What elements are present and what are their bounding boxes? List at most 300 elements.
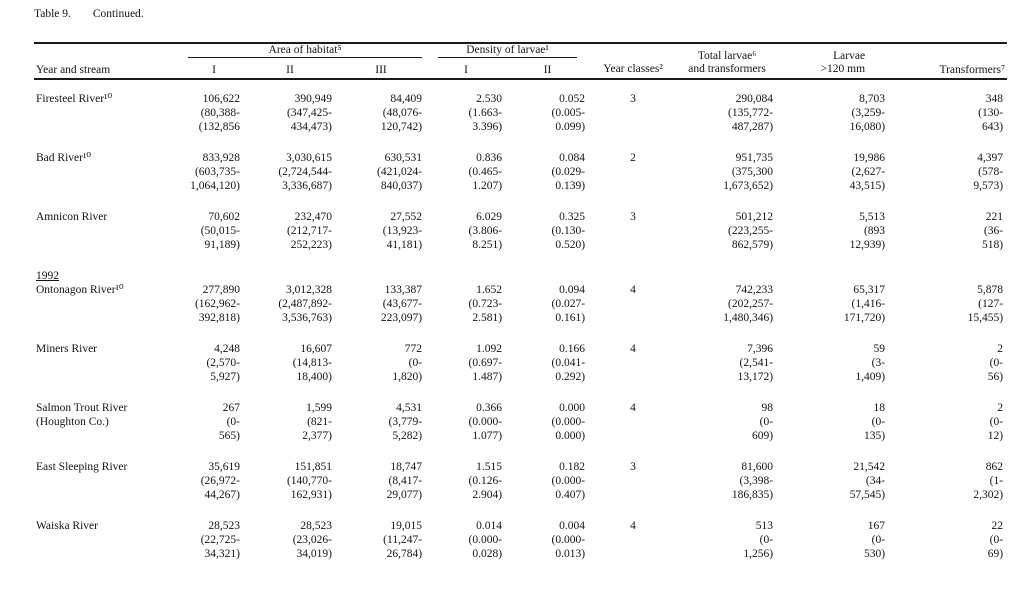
cell-line: (162,962- — [194, 298, 240, 310]
cell-stream-name — [34, 79, 184, 151]
col-group-area-of-habitat — [184, 43, 426, 58]
cell-line: 609) — [751, 430, 774, 442]
cell-line: 0.013) — [555, 548, 586, 560]
sub-header-density-ii: II — [506, 58, 589, 79]
cell-line: 2,302) — [973, 489, 1004, 501]
col-header-larvae-gt-120mm — [777, 43, 889, 79]
cell-line: 2 — [630, 152, 636, 164]
cell-line: (0.000- — [551, 416, 586, 428]
cell-area-i — [184, 342, 244, 401]
cell-line: 0.139) — [555, 180, 586, 192]
cell-line: (26,972- — [200, 475, 240, 487]
cell-line: 1,480,346) — [723, 312, 774, 324]
cell-line: (0- — [759, 416, 774, 428]
cell-line: 4,531 — [396, 402, 423, 414]
cell-line: 3 — [630, 461, 636, 473]
cell-line: (11,247- — [383, 534, 423, 546]
cell-line: (578- — [978, 166, 1004, 178]
cell-line: 643) — [981, 121, 1004, 133]
area-of-habitat-label: Area of habitat⁵ — [188, 44, 422, 58]
cell-line: 862 — [985, 461, 1004, 473]
cell-area-ii — [244, 401, 336, 460]
cell-area-iii — [336, 210, 426, 269]
cell-line: (135,772- — [728, 107, 774, 119]
cell-line: (0.000- — [551, 534, 586, 546]
sub-header-area-iii: III — [336, 58, 426, 79]
cell-line: 27,552 — [390, 211, 423, 223]
table-row — [34, 210, 1007, 269]
cell-line: Ontonagon River¹⁰ — [36, 284, 124, 296]
cell-line: 34,019) — [296, 548, 332, 560]
cell-line: 106,622 — [202, 93, 240, 105]
year-section-cell — [34, 269, 1007, 283]
cell-line: (347,425- — [286, 107, 332, 119]
cell-line: 1,673,652) — [723, 180, 774, 192]
cell-line: 1,599 — [306, 402, 332, 414]
cell-line: (3- — [871, 357, 886, 369]
cell-stream-name — [34, 283, 184, 342]
cell-transformers — [889, 79, 1007, 151]
cell-line: (0- — [871, 416, 886, 428]
cell-line: 18,747 — [390, 461, 423, 473]
sub-header-density-i: I — [426, 58, 506, 79]
cell-line: 252,223) — [290, 239, 332, 251]
cell-line: 0.366 — [476, 402, 503, 414]
cell-line: 630,531 — [384, 152, 423, 164]
cell-density-ii — [506, 519, 589, 578]
cell-area-ii — [244, 151, 336, 210]
cell-line: 348 — [985, 93, 1004, 105]
cell-line: (0- — [226, 416, 240, 428]
cell-density-ii — [506, 460, 589, 519]
cell-larvae-gt-120mm — [777, 519, 889, 578]
cell-year-classes — [589, 401, 677, 460]
cell-line: 2.904) — [472, 489, 503, 501]
cell-line: 120,742) — [380, 121, 423, 133]
cell-line: (0.697- — [468, 357, 503, 369]
cell-line: 167 — [867, 520, 886, 532]
cell-density-ii — [506, 283, 589, 342]
cell-area-i — [184, 401, 244, 460]
cell-line: (223,255- — [728, 225, 774, 237]
table-row — [34, 401, 1007, 460]
cell-line: 8,703 — [859, 93, 886, 105]
cell-density-i — [426, 519, 506, 578]
cell-line: 16,080) — [849, 121, 886, 133]
cell-line: 392,818) — [198, 312, 240, 324]
cell-year-classes — [589, 210, 677, 269]
cell-line: (893 — [863, 225, 886, 237]
cell-line: 487,287) — [731, 121, 774, 133]
cell-transformers — [889, 460, 1007, 519]
cell-line: (202,257- — [728, 298, 774, 310]
cell-line: (3,398- — [739, 475, 774, 487]
cell-transformers — [889, 401, 1007, 460]
cell-line: 0.836 — [476, 152, 503, 164]
cell-year-classes — [589, 151, 677, 210]
cell-line: (0- — [408, 357, 423, 369]
cell-line: (212,717- — [286, 225, 332, 237]
cell-line: 3,536,763) — [282, 312, 332, 324]
cell-line: Amnicon River — [36, 211, 108, 223]
cell-line: (48,076- — [382, 107, 423, 119]
cell-area-i — [184, 151, 244, 210]
col-header-year-and-stream: Year and stream — [34, 43, 184, 79]
cell-line: 1.652 — [476, 284, 503, 296]
table-caption — [34, 8, 1032, 20]
cell-line: 28,523 — [300, 520, 332, 532]
cell-line: 223,097) — [380, 312, 423, 324]
cell-line: (36- — [983, 225, 1004, 237]
cell-line: 4 — [630, 520, 636, 532]
cell-line: 0.000) — [555, 430, 586, 442]
cell-line: (375,300 — [731, 166, 774, 178]
cell-area-i — [184, 79, 244, 151]
cell-line: 4 — [630, 402, 636, 414]
cell-line: 162,931) — [290, 489, 332, 501]
cell-line: 186,835) — [731, 489, 774, 501]
cell-line: 3 — [630, 211, 636, 223]
cell-line: 0.094 — [559, 284, 586, 296]
cell-density-i — [426, 283, 506, 342]
cell-line: 513 — [755, 520, 774, 532]
cell-stream-name — [34, 401, 184, 460]
cell-line: 44,267) — [204, 489, 240, 501]
cell-line: 0.325 — [559, 211, 586, 223]
cell-line: 1,409) — [855, 371, 886, 383]
cell-line: 35,619 — [208, 461, 240, 473]
cell-line: 171,720) — [843, 312, 886, 324]
cell-line: (0- — [871, 534, 886, 546]
cell-line: 91,189) — [204, 239, 240, 251]
table-row — [34, 460, 1007, 519]
cell-line: 8.251) — [472, 239, 503, 251]
cell-stream-name — [34, 210, 184, 269]
cell-line: (0.027- — [551, 298, 586, 310]
cell-line: 135) — [863, 430, 886, 442]
cell-line: 19,015 — [390, 520, 423, 532]
cell-line: 0.166 — [559, 343, 586, 355]
cell-line: 16,607 — [300, 343, 332, 355]
cell-line: 0.161) — [555, 312, 586, 324]
table-row — [34, 151, 1007, 210]
cell-density-i — [426, 460, 506, 519]
cell-line: 18 — [873, 402, 886, 414]
cell-line: 9,573) — [973, 180, 1004, 192]
sub-header-area-ii: II — [244, 58, 336, 79]
total-larvae-line2: and transformers — [688, 63, 766, 75]
cell-line: (127- — [978, 298, 1004, 310]
data-table — [34, 42, 1007, 578]
cell-line: Waiska River — [36, 520, 98, 532]
cell-line: 434,473) — [290, 121, 332, 133]
cell-line: 70,602 — [208, 211, 240, 223]
cell-larvae-gt-120mm — [777, 283, 889, 342]
cell-line: 6.029 — [476, 211, 503, 223]
cell-density-ii — [506, 342, 589, 401]
table-caption-label: Table 9. — [34, 8, 71, 20]
cell-line: 565) — [218, 430, 240, 442]
cell-line: 1.207) — [472, 180, 503, 192]
cell-line: 84,409 — [390, 93, 423, 105]
cell-line: 742,233 — [735, 284, 774, 296]
cell-line: 59 — [873, 343, 886, 355]
col-header-transformers: Transformers⁷ — [889, 43, 1007, 79]
cell-line: 267 — [222, 402, 240, 414]
cell-line: (34- — [865, 475, 886, 487]
cell-transformers — [889, 342, 1007, 401]
cell-area-iii — [336, 519, 426, 578]
cell-density-i — [426, 151, 506, 210]
cell-line: 151,851 — [294, 461, 332, 473]
cell-transformers — [889, 210, 1007, 269]
cell-line: 3 — [630, 93, 636, 105]
cell-line: 2.581) — [472, 312, 503, 324]
cell-total-larvae — [677, 401, 777, 460]
cell-line: (140,770- — [286, 475, 332, 487]
cell-line: 390,949 — [294, 93, 332, 105]
cell-density-i — [426, 79, 506, 151]
cell-line: (14,813- — [292, 357, 332, 369]
cell-line: (0.126- — [468, 475, 503, 487]
cell-total-larvae — [677, 283, 777, 342]
year-section-label: 1992 — [36, 270, 59, 282]
cell-line: Miners River — [36, 343, 98, 355]
cell-total-larvae — [677, 79, 777, 151]
cell-line: (2,570- — [206, 357, 240, 369]
cell-line: 833,928 — [202, 152, 240, 164]
cell-line: 501,212 — [735, 211, 774, 223]
cell-density-ii — [506, 151, 589, 210]
cell-line: 5,513 — [859, 211, 886, 223]
cell-total-larvae — [677, 519, 777, 578]
cell-line: 1,820) — [392, 371, 423, 383]
cell-line: (2,627- — [851, 166, 886, 178]
cell-line: 13,172) — [737, 371, 774, 383]
col-header-year-classes: Year classes² — [589, 43, 677, 79]
cell-line: East Sleeping River — [36, 461, 128, 473]
cell-line: (43,677- — [382, 298, 423, 310]
cell-line: 232,470 — [294, 211, 332, 223]
cell-line: 0.084 — [559, 152, 586, 164]
cell-line: (1,416- — [851, 298, 886, 310]
cell-transformers — [889, 283, 1007, 342]
table-row — [34, 283, 1007, 342]
cell-density-ii — [506, 79, 589, 151]
cell-line: 15,455) — [967, 312, 1004, 324]
cell-area-iii — [336, 460, 426, 519]
cell-line: 518) — [981, 239, 1004, 251]
cell-larvae-gt-120mm — [777, 342, 889, 401]
cell-line: Bad River¹⁰ — [36, 152, 92, 164]
year-section-row — [34, 269, 1007, 283]
cell-line: 7,396 — [747, 343, 774, 355]
cell-stream-name — [34, 460, 184, 519]
cell-line: 0.182 — [559, 461, 586, 473]
cell-line: (0.005- — [551, 107, 586, 119]
cell-line: (0.130- — [551, 225, 586, 237]
cell-larvae-gt-120mm — [777, 210, 889, 269]
cell-line: 862,579) — [731, 239, 774, 251]
cell-line: (3,779- — [388, 416, 423, 428]
larvae-line2: >120 mm — [820, 63, 866, 75]
cell-stream-name — [34, 342, 184, 401]
cell-line: 4,397 — [977, 152, 1004, 164]
cell-line: (1.663- — [468, 107, 503, 119]
cell-line: (821- — [307, 416, 332, 428]
cell-line: 772 — [404, 343, 423, 355]
larvae-line1: Larvae — [833, 50, 866, 62]
cell-area-i — [184, 210, 244, 269]
cell-line: (0- — [759, 534, 774, 546]
cell-line: (0- — [989, 416, 1004, 428]
cell-line: 21,542 — [853, 461, 886, 473]
cell-density-i — [426, 401, 506, 460]
cell-line: 22 — [991, 520, 1004, 532]
cell-line: 0.407) — [555, 489, 586, 501]
cell-area-i — [184, 283, 244, 342]
table-header — [34, 43, 1007, 79]
cell-line: 69) — [987, 548, 1004, 560]
cell-line: (132,856 — [198, 121, 240, 133]
cell-year-classes — [589, 519, 677, 578]
cell-density-ii — [506, 401, 589, 460]
cell-density-i — [426, 342, 506, 401]
cell-larvae-gt-120mm — [777, 460, 889, 519]
cell-density-i — [426, 210, 506, 269]
cell-line: Salmon Trout River — [36, 402, 128, 414]
sub-header-area-i: I — [184, 58, 244, 79]
cell-year-classes — [589, 460, 677, 519]
cell-line: 840,037) — [380, 180, 423, 192]
cell-line: (50,015- — [200, 225, 240, 237]
cell-density-ii — [506, 210, 589, 269]
cell-area-iii — [336, 79, 426, 151]
cell-line: (3.806- — [468, 225, 503, 237]
cell-line: 5,282) — [392, 430, 423, 442]
cell-line: 56) — [987, 371, 1004, 383]
cell-line: (0.041- — [551, 357, 586, 369]
cell-line: 3,030,615 — [286, 152, 332, 164]
cell-larvae-gt-120mm — [777, 151, 889, 210]
table-caption-status: Continued. — [92, 8, 144, 20]
cell-line: (0.000- — [551, 475, 586, 487]
cell-line: 290,084 — [735, 93, 774, 105]
cell-total-larvae — [677, 151, 777, 210]
cell-larvae-gt-120mm — [777, 79, 889, 151]
cell-area-iii — [336, 283, 426, 342]
cell-area-ii — [244, 342, 336, 401]
cell-transformers — [889, 519, 1007, 578]
table-body — [34, 79, 1007, 578]
cell-line: 19,986 — [853, 152, 886, 164]
cell-line: 18,400) — [296, 371, 332, 383]
cell-line: 0.014 — [476, 520, 503, 532]
cell-line: 0.292) — [555, 371, 586, 383]
cell-total-larvae — [677, 460, 777, 519]
col-group-density-of-larvae — [426, 43, 589, 58]
cell-year-classes — [589, 283, 677, 342]
cell-line: (22,725- — [200, 534, 240, 546]
cell-area-i — [184, 460, 244, 519]
cell-line: 3,336,687) — [282, 180, 332, 192]
cell-line: 221 — [985, 211, 1004, 223]
cell-line: 951,735 — [735, 152, 774, 164]
table-row — [34, 519, 1007, 578]
table-row — [34, 342, 1007, 401]
cell-line: 81,600 — [741, 461, 774, 473]
cell-line: 41,181) — [386, 239, 423, 251]
cell-line: 2.530 — [476, 93, 503, 105]
cell-line: 0.000 — [559, 402, 586, 414]
cell-line: 3,012,328 — [286, 284, 332, 296]
cell-line: 1.487) — [472, 371, 503, 383]
table-row — [34, 79, 1007, 151]
cell-larvae-gt-120mm — [777, 401, 889, 460]
cell-line: (2,541- — [739, 357, 774, 369]
cell-line: (603,735- — [194, 166, 240, 178]
cell-line: 0.099) — [555, 121, 586, 133]
cell-line: 34,321) — [204, 548, 240, 560]
cell-line: 57,545) — [849, 489, 886, 501]
cell-line: 0.004 — [559, 520, 586, 532]
cell-line: 4,248 — [214, 343, 240, 355]
cell-stream-name — [34, 151, 184, 210]
cell-line: 277,890 — [202, 284, 240, 296]
cell-line: (421,024- — [376, 166, 423, 178]
cell-line: 1.515 — [476, 461, 503, 473]
cell-line: 98 — [761, 402, 774, 414]
cell-line: (0.465- — [468, 166, 503, 178]
cell-line: 2 — [997, 402, 1004, 414]
cell-line: 2,377) — [302, 430, 332, 442]
cell-area-iii — [336, 401, 426, 460]
cell-area-ii — [244, 79, 336, 151]
cell-area-iii — [336, 151, 426, 210]
cell-line: (8,417- — [388, 475, 423, 487]
cell-line: 2 — [997, 343, 1004, 355]
cell-line: 4 — [630, 284, 636, 296]
cell-line: (0.000- — [468, 534, 503, 546]
cell-line: (0.000- — [468, 416, 503, 428]
cell-year-classes — [589, 79, 677, 151]
cell-line: (130- — [978, 107, 1004, 119]
cell-line: 65,317 — [853, 284, 886, 296]
cell-area-ii — [244, 460, 336, 519]
cell-line: 1.077) — [472, 430, 503, 442]
cell-year-classes — [589, 342, 677, 401]
cell-area-i — [184, 519, 244, 578]
cell-line: 28,523 — [208, 520, 240, 532]
cell-total-larvae — [677, 210, 777, 269]
cell-line: (1- — [989, 475, 1004, 487]
cell-line: 0.028) — [472, 548, 503, 560]
cell-total-larvae — [677, 342, 777, 401]
cell-line: (2,487,892- — [278, 298, 332, 310]
density-of-larvae-label: Density of larvae¹ — [438, 44, 577, 58]
cell-line: (2,724,544- — [278, 166, 332, 178]
cell-line: (80,388- — [200, 107, 240, 119]
cell-line: 4 — [630, 343, 636, 355]
cell-line: 5,878 — [977, 284, 1004, 296]
cell-line: 1,256) — [743, 548, 774, 560]
cell-area-ii — [244, 210, 336, 269]
total-larvae-line1: Total larvae⁶ — [697, 50, 757, 62]
cell-line: (0- — [989, 357, 1004, 369]
cell-line: 0.520) — [555, 239, 586, 251]
cell-line: (13,923- — [382, 225, 423, 237]
cell-line: 1,064,120) — [190, 180, 240, 192]
